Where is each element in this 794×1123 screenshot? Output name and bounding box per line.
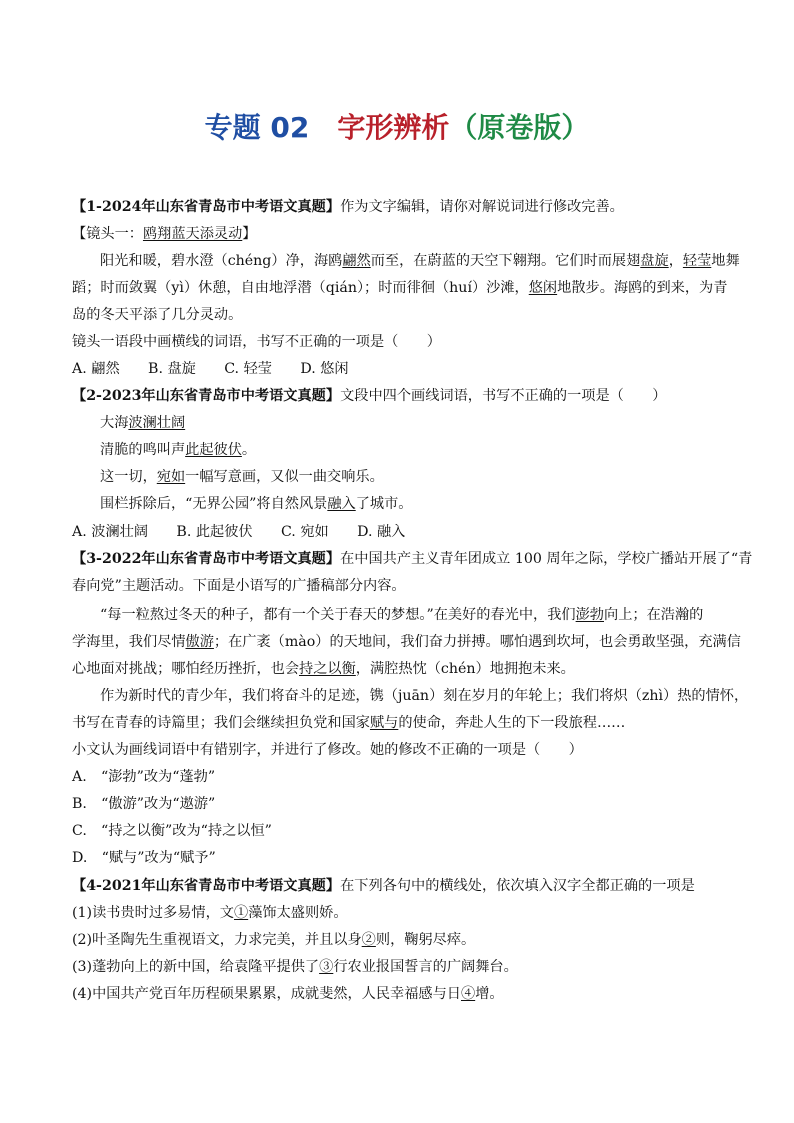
text: 一幅写意画，又似一曲交响乐。: [185, 469, 384, 485]
underlined-word: 融入: [327, 496, 356, 512]
q1-shot-name: 鸥翔蓝天添灵动: [142, 226, 243, 242]
q4-sentence-2: [72, 930, 722, 950]
q3-passage-line-2: [72, 632, 741, 652]
blank-marker: ②: [361, 932, 376, 948]
text: 阳光和暖，碧水澄（chéng）净，海鸥: [100, 253, 343, 269]
text: 增。: [475, 986, 504, 1002]
text: ，: [668, 253, 683, 269]
underlined-word: 轻莹: [682, 253, 712, 269]
q2-prompt: 文段中四个画线词语，书写不正确的一项是（ ）: [340, 388, 667, 404]
q2-line-3: [100, 467, 750, 487]
q2-options: A. 波澜壮阔 B. 此起彼伏 C. 宛如 D. 融入: [72, 524, 406, 540]
text: 行农业报国誓言的广阔舞台。: [333, 959, 518, 975]
text: ，满腔热忱（chén）地拥抱未来。: [355, 661, 575, 677]
q2-line-4: [100, 494, 750, 514]
q1-passage-line-1: [100, 251, 750, 271]
q1-shot-prefix: 【镜头一：: [72, 226, 143, 242]
q3-option-d: D. “赋与”改为“赋予”: [72, 850, 216, 866]
underlined-word: 悠闲: [528, 280, 558, 296]
underlined-word: 翩然: [342, 253, 371, 269]
page-title: [0, 106, 794, 146]
q3-prompt-cont: 春向党”主题活动。下面是小语写的广播稿部分内容。: [72, 578, 406, 594]
blank-marker: ①: [233, 905, 249, 921]
underlined-word: 宛如: [156, 469, 186, 485]
q2-header-line: [72, 386, 722, 406]
text: (1)读书贵时过多易情，文: [72, 905, 234, 921]
underlined-word: 赋与: [369, 715, 399, 731]
underlined-word: 澎勃: [575, 607, 604, 623]
text: 藻饰太盛则娇。: [248, 905, 348, 921]
q1-question: 镜头一语段中画横线的词语，书写不正确的一项是（ ）: [72, 334, 441, 350]
text: “每一粒熬过冬天的种子，都有一个关于春天的梦想。”在美好的春光中，我们: [100, 607, 576, 623]
text: 学海里，我们尽情: [72, 634, 186, 650]
text: 地舞: [711, 253, 740, 269]
underlined-word: 波澜壮阔: [128, 415, 186, 431]
q3-passage-line-1: [100, 605, 750, 625]
text: 这一切，: [100, 469, 157, 485]
q4-sentence-3: [72, 957, 722, 977]
q3-question: 小文认为画线词语中有错别字，并进行了修改。她的修改不正确的一项是（ ）: [72, 742, 583, 758]
q4-source: 【4-2021年山东省青岛市中考语文真题】: [72, 878, 341, 894]
title-topic-name: 字形辨析: [337, 111, 450, 144]
text: 清脆的鸣叫声: [100, 442, 186, 458]
underlined-word: 傲游: [185, 634, 214, 650]
q1-options: A. 翩然 B. 盘旋 C. 轻莹 D. 悠闲: [72, 361, 349, 377]
text: 蹈；时而敛翼（yì）休憩，自由地浮潜（qián）；时而徘徊（huí）沙滩，: [72, 280, 529, 296]
text: 的使命，奔赴人生的下一段旅程……: [398, 715, 626, 731]
q3-header-line: [72, 549, 753, 569]
text: 向上；在浩瀚的: [604, 607, 704, 623]
q3-passage-line-3: [72, 659, 722, 679]
underlined-word: 持之以衡: [299, 661, 356, 677]
q3-option-a: A. “澎勃”改为“蓬勃”: [72, 769, 216, 785]
text: ；在广袤（mào）的天地间，我们奋力拼搏。哪怕遇到坎坷，也会勇敢坚强，充满信: [213, 634, 741, 650]
title-edition: （原卷版）: [449, 111, 590, 144]
blank-marker: ③: [319, 959, 334, 975]
q4-prompt: 在下列各句中的横线处，依次填入汉字全都正确的一项是: [340, 878, 695, 894]
text: 而至，在蔚蓝的天空下翱翔。它们时而展翅: [370, 253, 641, 269]
text: 大海: [100, 415, 129, 431]
blank-marker: ④: [460, 986, 476, 1002]
title-topic-number: 专题 02: [204, 111, 310, 144]
q4-header-line: [72, 876, 722, 896]
q1-source: 【1-2024年山东省青岛市中考语文真题】: [72, 199, 341, 215]
text: (3)蓬勃向上的新中国，给袁隆平提供了: [72, 959, 320, 975]
q3-option-b: B. “傲游”改为“遨游”: [72, 796, 216, 812]
q2-line-1: [100, 413, 750, 433]
text: 围栏拆除后，“无界公园”将自然风景: [100, 496, 328, 512]
text: 心地面对挑战；哪怕经历挫折，也会: [72, 661, 300, 677]
q1-passage-line-2: [72, 278, 728, 298]
q1-prompt: 作为文字编辑，请你对解说词进行修改完善。: [340, 199, 624, 215]
q1-shot-suffix: 】: [242, 226, 257, 242]
text: (2)叶圣陶先生重视语文，力求完美，并且以身: [72, 932, 362, 948]
text: (4)中国共产党百年历程硕果累累，成就斐然，人民幸福感与日: [72, 986, 461, 1002]
q4-sentence-1: [72, 903, 722, 923]
text: 。: [241, 442, 257, 458]
q1-header-line: [72, 197, 722, 217]
text: 地散步。海鸥的到来，为青: [557, 280, 728, 296]
text: 书写在青春的诗篇里；我们会继续担负党和国家: [72, 715, 370, 731]
underlined-word: 此起彼伏: [185, 442, 242, 458]
q3-prompt: 在中国共产主义青年团成立 100 周年之际，学校广播站开展了“青: [340, 551, 753, 567]
q3-passage-line-5: [72, 713, 722, 733]
q4-sentence-4: [72, 984, 722, 1004]
q2-line-2: [100, 440, 750, 460]
q1-passage-line-3: 岛的冬天平添了几分灵动。: [72, 307, 243, 323]
q3-passage-line-4: 作为新时代的青少年，我们将奋斗的足迹，镌（juān）刻在岁月的年轮上；我们将炽（zhì）热的情怀，: [100, 688, 749, 704]
q2-source: 【2-2023年山东省青岛市中考语文真题】: [72, 388, 341, 404]
q3-option-c: C. “持之以衡”改为“持之以恒”: [72, 823, 272, 839]
underlined-word: 盘旋: [640, 253, 669, 269]
text: 了城市。: [355, 496, 413, 512]
text: 则，鞠躬尽瘁。: [375, 932, 476, 948]
q3-source: 【3-2022年山东省青岛市中考语文真题】: [72, 551, 341, 567]
q1-shot-title: [72, 224, 722, 244]
